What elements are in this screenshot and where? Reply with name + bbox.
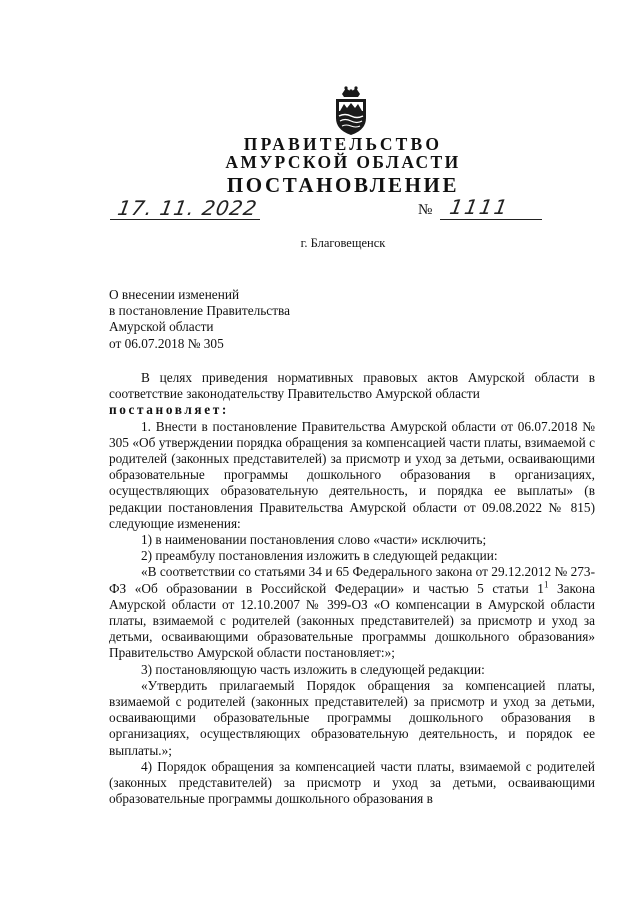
subject-line: от 06.07.2018 № 305 [109,335,224,351]
subitem-3-paragraph: 3) постановляющую часть изложить в следующей редакции: [141,661,485,677]
quote-2-paragraph: «Утвердить прилагаемый Порядок обращения за компенсацией платы, взимаемой с родителей (законных представителей) за присмотр и уход за детьми, осваивающими образовательные программы дошкольного образования в организациях, осуществляющих образовательную деятельность, и порядок ее выплаты.»; [109,677,595,758]
subitem-4-paragraph: 4) Порядок обращения за компенсацией части платы, взимаемой с родителей (законных представителей) за присмотр и уход за детьми, осваивающими образовательные программы дошкольного образования в [109,758,595,807]
item-1-paragraph: 1. Внести в постановление Правительства Амурской области от 06.07.2018 № 305 «Об утверждении порядка обращения за компенсацией части платы, взимаемой с родителей (законных представителей) за присмотр и уход за детьми, осваивающими образовательные программы дошкольного образования в организациях, осуществляющих образовательную деятельность, и порядка ее выплаты» (в редакции постановления Правительства Амурской области от 09.08.2022 № 815) следующие изменения: [109,418,595,531]
coat-of-arms-icon [328,84,374,136]
document-subject [109,287,290,352]
quote-1-part-b: Закона Амурской области от 12.10.2007 № 399-ОЗ «О компенсации в Амурской области платы, взимаемой с родителей (законных представителей) за присмотр и уход за детьми, осваивающими образовательные программы дошкольного образования» Правительство Амурской области постановляет:»; [109,580,595,661]
number-underline [440,219,542,220]
document-type-title: ПОСТАНОВЛЕНИЕ [226,173,460,197]
number-sign: № [418,202,433,218]
subject-line: О внесении изменений [109,287,240,302]
subject-line: Амурской области [109,319,214,335]
date-underline [110,219,260,220]
handwritten-document-number: 1111 [447,195,512,219]
preamble-paragraph: В целях приведения нормативных правовых актов Амурской области в соответствие законодательству Правительство Амурской области [109,370,595,402]
document-body [109,370,595,807]
quote-1-part-a: «В соответствии со статьями 34 и 65 Федерального закона от 29.12.2012 № 273-ФЗ «Об образовании в Российской Федерации» и частью 5 статьи 1 [109,564,595,596]
decree-word: постановляет: [109,402,229,418]
handwritten-date: 17. 11. 2022 [115,196,260,220]
city-label: г. Благовещенск [300,236,386,250]
government-name-line2: АМУРСКОЙ ОБЛАСТИ [225,152,461,172]
government-name-line1: ПРАВИТЕЛЬСТВО [243,134,443,154]
subitem-2-paragraph: 2) преамбулу постановления изложить в следующей редакции: [141,548,498,564]
quote-1-paragraph [109,564,595,661]
subitem-1-paragraph: 1) в наименовании постановления слово «части» исключить; [141,532,487,548]
superscript-marker: 1 [543,579,549,590]
subject-line: в постановление Правительства [109,303,291,319]
